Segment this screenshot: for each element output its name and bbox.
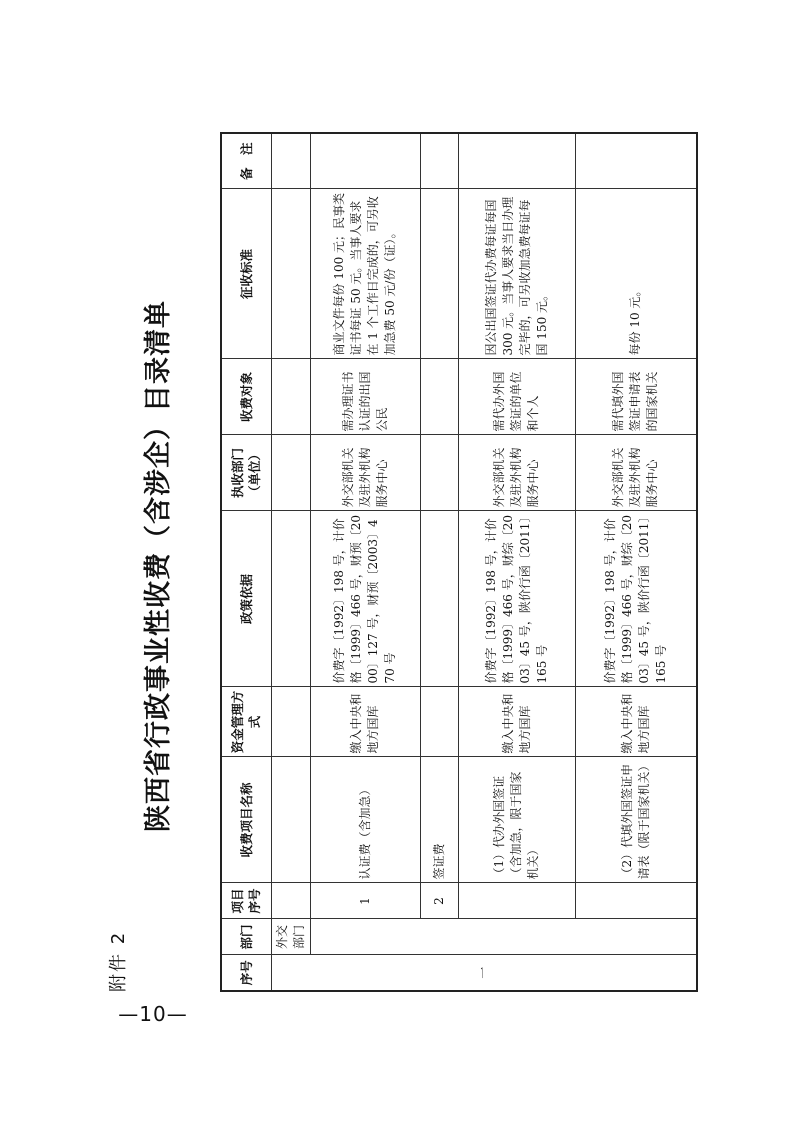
- header-item-name: 收费项目名称: [221, 757, 271, 883]
- table-row: [575, 133, 697, 991]
- fee-catalog-table: [220, 132, 698, 992]
- cell-policy: [420, 511, 458, 687]
- document-title: 陕西省行政事业性收费（含涉企）目录清单: [143, 300, 174, 832]
- rotated-sheet: [104, 140, 692, 992]
- cell-remark: [458, 133, 575, 189]
- cell-standard: 因公出国签证代办费每证每国 300 元。当事人要求当日办理完毕的，可另收加急费每证每国 150 元。: [458, 189, 575, 359]
- page-number: —10—: [118, 1002, 188, 1026]
- cell-standard: [420, 189, 458, 359]
- cell-target: 需办理证书认证的出国公民: [310, 359, 420, 435]
- cell-dept: 外交部门: [271, 919, 310, 955]
- cell-collector: [420, 435, 458, 511]
- cell-standard: 商业文件每份 100 元；民事类证书每证 50 元。当事人要求在 1 个工作日完成的，可另收加急费 50 元/份（证）。: [310, 189, 420, 359]
- cell-item-no: 1: [310, 883, 420, 919]
- cell-target: [420, 359, 458, 435]
- cell-collector: 外交部机关及驻外机构服务中心: [458, 435, 575, 511]
- cell-policy: 价费字〔1992〕198 号，计价格〔1999〕466 号，财综〔2003〕45 号，陕价行函〔2011〕165 号: [458, 511, 575, 687]
- cell-item-no: [575, 883, 697, 919]
- header-item-no: 项目序号: [221, 883, 271, 919]
- cell-collector: 外交部机关及驻外机构服务中心: [310, 435, 420, 511]
- cell-item-no: [458, 883, 575, 919]
- header-collector: 执收部门（单位）: [221, 435, 271, 511]
- cell-policy: 价费字〔1992〕198 号，计价格〔1999〕466 号，财综〔2003〕45 号，陕价行函〔2011〕165 号: [575, 511, 697, 687]
- table-row: [310, 133, 420, 991]
- cell-remark: [420, 133, 458, 189]
- cell-fund: 缴入中央和地方国库: [458, 687, 575, 757]
- header-seq: 序号: [221, 955, 271, 991]
- cell-item-no: 2: [420, 883, 458, 919]
- cell-standard: 每份 10 元。: [575, 189, 697, 359]
- cell-item-name: （1）代办外国签证（含加急，限于国家机关）: [458, 757, 575, 883]
- cell-fund: 缴入中央和地方国库: [575, 687, 697, 757]
- cell-target: 需代办外国签证的单位和个人: [458, 359, 575, 435]
- table-row: [458, 133, 575, 991]
- attachment-label: 附件 2: [108, 930, 129, 992]
- cell-item-name: 认证费（含加急）: [310, 757, 420, 883]
- table-row: [271, 133, 310, 991]
- cell-item-name: 签证费: [420, 757, 458, 883]
- header-target: 收费对象: [221, 359, 271, 435]
- header-remark: 备 注: [221, 133, 271, 189]
- cell-target: 需代填外国签证申请表的国家机关: [575, 359, 697, 435]
- cell-fund: 缴入中央和地方国库: [310, 687, 420, 757]
- cell-policy: 价费字〔1992〕198 号，计价格〔1999〕466 号，财预〔2000〕127 号，财预〔2003〕470 号: [310, 511, 420, 687]
- header-policy-basis: 政策依据: [221, 511, 271, 687]
- cell-remark: [310, 133, 420, 189]
- header-standard: 征收标准: [221, 189, 271, 359]
- cell-fund: [420, 687, 458, 757]
- cell-remark: [575, 133, 697, 189]
- header-dept: 部门: [221, 919, 271, 955]
- cell-dept-empty: [310, 919, 697, 955]
- header-fund-management: 资金管理方式: [221, 687, 271, 757]
- cell-item-name: （2）代填外国签证申请表（限于国家机关）: [575, 757, 697, 883]
- table-row: [420, 133, 458, 991]
- cell-collector: 外交部机关及驻外机构服务中心: [575, 435, 697, 511]
- cell-seq: 一: [271, 955, 697, 991]
- table-header-row: [221, 133, 271, 991]
